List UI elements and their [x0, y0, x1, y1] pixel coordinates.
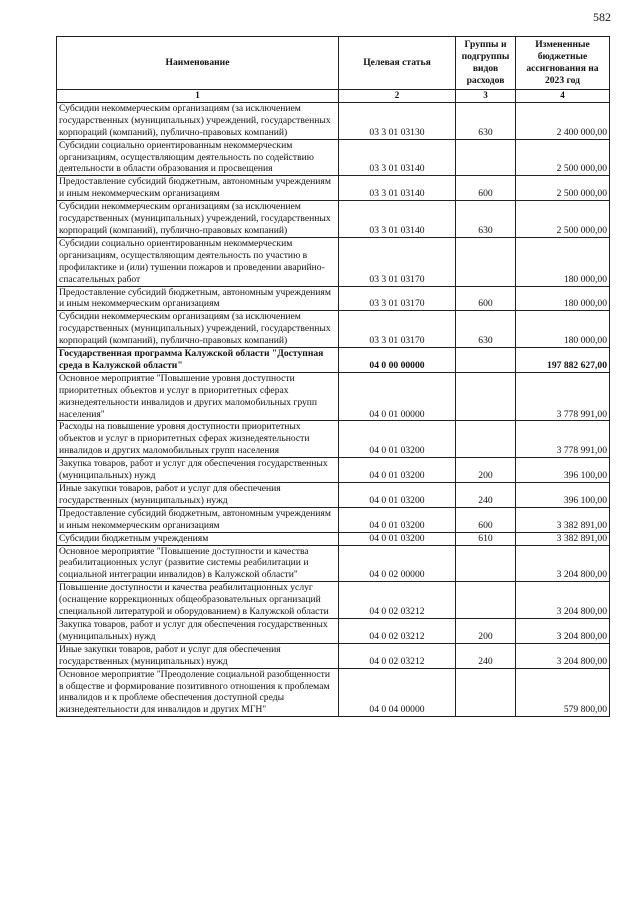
row-target-code: 04 0 01 03200 — [339, 507, 456, 532]
row-target-code: 03 3 01 03170 — [339, 237, 456, 286]
row-expense-group: 200 — [456, 618, 516, 643]
row-name: Основное мероприятие "Преодоление социальной разобщенности в обществе и формирование позитивного отношения к проблемам инвалидов и к проблеме обеспечения доступной среды жизнедеятельности для инвалидов и других МГН" — [57, 668, 339, 717]
row-name: Основное мероприятие "Повышение доступности и качества реабилитационных услуг (развитие системы реабилитации и социальной интеграции инвалидов) в Калужской области" — [57, 545, 339, 582]
table-row — [57, 618, 610, 643]
row-expense-group: 630 — [456, 102, 516, 139]
row-expense-group — [456, 372, 516, 421]
header-target: Целевая статья — [339, 37, 456, 90]
row-amount: 3 382 891,00 — [516, 507, 610, 532]
row-amount: 180 000,00 — [516, 286, 610, 311]
row-amount: 396 100,00 — [516, 483, 610, 508]
row-expense-group: 630 — [456, 311, 516, 348]
table-row — [57, 311, 610, 348]
row-target-code: 04 0 01 03200 — [339, 483, 456, 508]
row-target-code: 04 0 01 03200 — [339, 532, 456, 545]
row-name: Субсидии социально ориентированным некоммерческим организациям, осуществляющим деятельность по участию в профилактике и (или) тушении пожаров и проведении аварийно-спасательных работ — [57, 237, 339, 286]
row-expense-group — [456, 348, 516, 373]
table-row — [57, 348, 610, 373]
row-amount: 579 800,00 — [516, 668, 610, 717]
table-row — [57, 545, 610, 582]
header-amount: Измененные бюджетные ассигнования на 2023 год — [516, 37, 610, 90]
column-number-row — [57, 90, 610, 103]
row-expense-group — [456, 139, 516, 176]
row-expense-group: 600 — [456, 286, 516, 311]
budget-table — [56, 36, 610, 717]
column-number: 1 — [57, 90, 339, 103]
row-amount: 3 204 800,00 — [516, 582, 610, 619]
row-target-code: 03 3 01 03130 — [339, 102, 456, 139]
row-name: Предоставление субсидий бюджетным, автономным учреждениям и иным некоммерческим организациям — [57, 286, 339, 311]
row-name: Субсидии некоммерческим организациям (за исключением государственных (муниципальных) учреждений, государственных корпораций (компаний), публично-правовых компаний) — [57, 311, 339, 348]
column-number: 3 — [456, 90, 516, 103]
row-name: Расходы на повышение уровня доступности приоритетных объектов и услуг в приоритетных сферах жизнедеятельности инвалидов и других маломобильных групп населения — [57, 421, 339, 458]
row-name: Субсидии бюджетным учреждениям — [57, 532, 339, 545]
row-expense-group: 200 — [456, 458, 516, 483]
table-row — [57, 139, 610, 176]
table-body — [57, 102, 610, 716]
row-expense-group — [456, 237, 516, 286]
row-name: Иные закупки товаров, работ и услуг для обеспечения государственных (муниципальных) нужд — [57, 643, 339, 668]
row-expense-group: 600 — [456, 507, 516, 532]
table-row — [57, 507, 610, 532]
table-row — [57, 286, 610, 311]
row-amount: 3 204 800,00 — [516, 545, 610, 582]
table-row — [57, 643, 610, 668]
table-row — [57, 372, 610, 421]
row-target-code: 04 0 00 00000 — [339, 348, 456, 373]
row-name: Предоставление субсидий бюджетным, автономным учреждениям и иным некоммерческим организациям — [57, 507, 339, 532]
row-name: Основное мероприятие "Повышение уровня доступности приоритетных объектов и услуг в приоритетных сферах жизнедеятельности инвалидов и других маломобильных групп населения" — [57, 372, 339, 421]
row-amount: 2 500 000,00 — [516, 201, 610, 238]
table-row — [57, 176, 610, 201]
row-amount: 2 500 000,00 — [516, 139, 610, 176]
row-target-code: 04 0 02 03212 — [339, 582, 456, 619]
header-row — [57, 37, 610, 90]
row-amount: 3 778 991,00 — [516, 372, 610, 421]
row-amount: 180 000,00 — [516, 311, 610, 348]
table-row — [57, 421, 610, 458]
row-expense-group: 600 — [456, 176, 516, 201]
row-target-code: 03 3 01 03170 — [339, 286, 456, 311]
row-amount: 197 882 627,00 — [516, 348, 610, 373]
row-target-code: 03 3 01 03140 — [339, 176, 456, 201]
table-row — [57, 668, 610, 717]
row-target-code: 04 0 02 00000 — [339, 545, 456, 582]
row-target-code: 04 0 01 03200 — [339, 458, 456, 483]
row-target-code: 03 3 01 03140 — [339, 139, 456, 176]
table-row — [57, 102, 610, 139]
table-row — [57, 532, 610, 545]
row-target-code: 03 3 01 03140 — [339, 201, 456, 238]
row-amount: 396 100,00 — [516, 458, 610, 483]
header-name: Наименование — [57, 37, 339, 90]
row-expense-group: 610 — [456, 532, 516, 545]
row-name: Закупка товаров, работ и услуг для обеспечения государственных (муниципальных) нужд — [57, 458, 339, 483]
row-expense-group: 240 — [456, 483, 516, 508]
row-amount: 2 500 000,00 — [516, 176, 610, 201]
table-row — [57, 582, 610, 619]
row-amount: 2 400 000,00 — [516, 102, 610, 139]
row-name: Закупка товаров, работ и услуг для обеспечения государственных (муниципальных) нужд — [57, 618, 339, 643]
row-amount: 3 382 891,00 — [516, 532, 610, 545]
row-target-code: 04 0 04 00000 — [339, 668, 456, 717]
row-name: Субсидии некоммерческим организациям (за исключением государственных (муниципальных) учреждений, государственных корпораций (компаний), публично-правовых компаний) — [57, 102, 339, 139]
row-expense-group: 240 — [456, 643, 516, 668]
row-target-code: 04 0 01 03200 — [339, 421, 456, 458]
row-expense-group — [456, 668, 516, 717]
row-expense-group — [456, 545, 516, 582]
row-target-code: 04 0 02 03212 — [339, 618, 456, 643]
row-amount: 3 204 800,00 — [516, 618, 610, 643]
row-amount: 180 000,00 — [516, 237, 610, 286]
column-number: 2 — [339, 90, 456, 103]
row-target-code: 04 0 01 00000 — [339, 372, 456, 421]
page-number: 582 — [593, 10, 611, 24]
table-row — [57, 483, 610, 508]
row-name: Предоставление субсидий бюджетным, автономным учреждениям и иным некоммерческим организациям — [57, 176, 339, 201]
row-amount: 3 204 800,00 — [516, 643, 610, 668]
row-name: Государственная программа Калужской области "Доступная среда в Калужской области" — [57, 348, 339, 373]
row-target-code: 04 0 02 03212 — [339, 643, 456, 668]
row-name: Субсидии социально ориентированным некоммерческим организациям, осуществляющим деятельность по содействию деятельности в области образования и просвещения — [57, 139, 339, 176]
row-expense-group: 630 — [456, 201, 516, 238]
row-expense-group — [456, 421, 516, 458]
row-name: Повышение доступности и качества реабилитационных услуг (оснащение коррекционных общеобразовательных организаций специальной литературой и оборудованием) в Калужской области — [57, 582, 339, 619]
table-row — [57, 201, 610, 238]
table-row — [57, 458, 610, 483]
table-row — [57, 237, 610, 286]
row-name: Иные закупки товаров, работ и услуг для обеспечения государственных (муниципальных) нужд — [57, 483, 339, 508]
row-name: Субсидии некоммерческим организациям (за исключением государственных (муниципальных) учреждений, государственных корпораций (компаний), публично-правовых компаний) — [57, 201, 339, 238]
row-target-code: 03 3 01 03170 — [339, 311, 456, 348]
row-expense-group — [456, 582, 516, 619]
header-group: Группы и подгруппы видов расходов — [456, 37, 516, 90]
row-amount: 3 778 991,00 — [516, 421, 610, 458]
column-number: 4 — [516, 90, 610, 103]
